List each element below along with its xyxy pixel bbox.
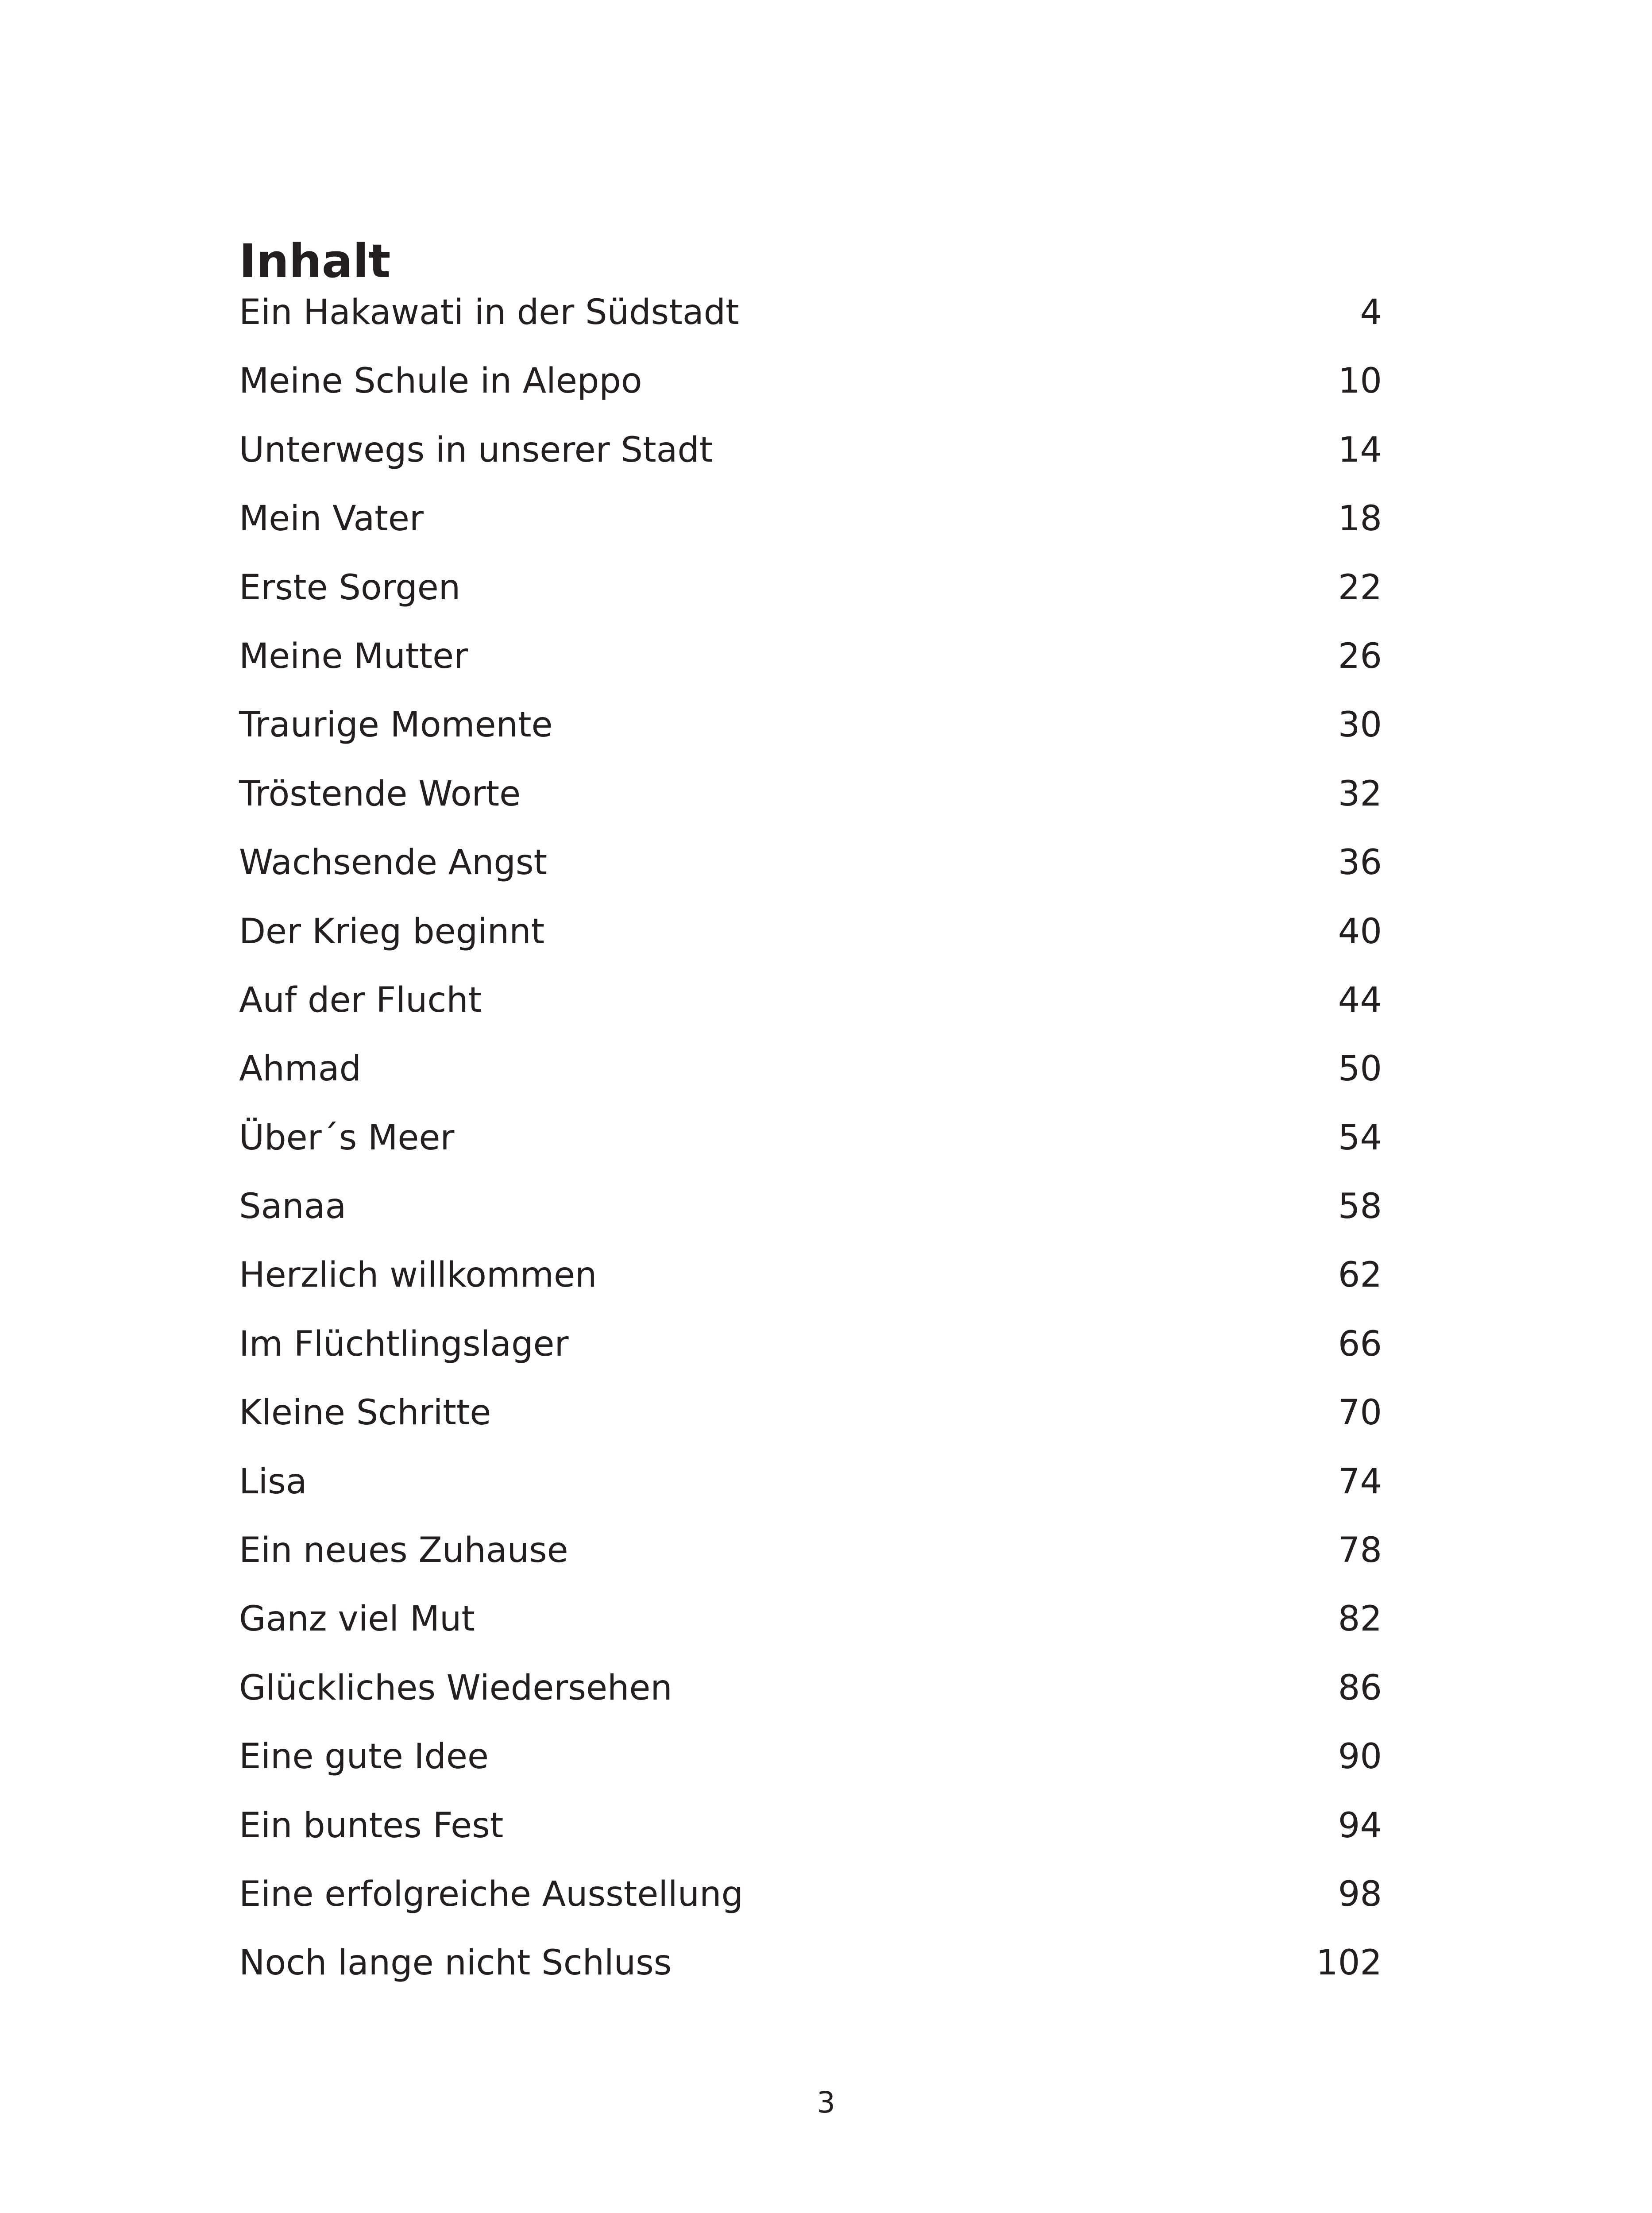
toc-entry (239, 1734, 1382, 1803)
toc-entry-page-number: 82 (1338, 1599, 1382, 1639)
toc-entry-page-number: 78 (1338, 1531, 1382, 1571)
toc-entry-title: Ganz viel Mut (239, 1599, 475, 1639)
toc-entry (239, 1596, 1382, 1665)
toc-entry-page-number: 36 (1338, 843, 1382, 883)
toc-entry (239, 1322, 1382, 1390)
toc-entry (239, 1872, 1382, 1940)
toc-heading: Inhalt (239, 234, 391, 288)
toc-entry (239, 1390, 1382, 1459)
page-number: 3 (817, 2086, 835, 2120)
toc-entry-title: Kleine Schritte (239, 1393, 491, 1433)
toc-entry (239, 1528, 1382, 1596)
toc-entry (239, 1184, 1382, 1253)
toc-entry-title: Unterwegs in unserer Stadt (239, 430, 713, 470)
toc-entry-title: Ein buntes Fest (239, 1805, 504, 1846)
toc-entry-title: Erste Sorgen (239, 567, 461, 608)
toc-entry-title: Der Krieg beginnt (239, 911, 545, 952)
toc-entry-title: Sanaa (239, 1187, 347, 1227)
toc-entry-title: Ein neues Zuhause (239, 1531, 568, 1571)
toc-entry-page-number: 102 (1316, 1943, 1382, 1983)
toc-entry-page-number: 10 (1338, 361, 1382, 401)
toc-entry-page-number: 62 (1338, 1255, 1382, 1295)
toc-entry (239, 1115, 1382, 1184)
toc-entry-title: Im Flüchtlingslager (239, 1324, 569, 1364)
toc-entry-page-number: 50 (1338, 1049, 1382, 1089)
toc-entry-page-number: 74 (1338, 1461, 1382, 1502)
toc-entry-title: Tröstende Worte (239, 774, 521, 814)
toc-entry-title: Lisa (239, 1461, 307, 1502)
toc-entry-title: Auf der Flucht (239, 980, 482, 1020)
toc-entry-title: Ahmad (239, 1049, 362, 1089)
toc-entry-page-number: 4 (1360, 293, 1382, 332)
toc-entry-title: Herzlich willkommen (239, 1255, 597, 1295)
toc-entry-title: Meine Schule in Aleppo (239, 361, 642, 401)
toc-entry (239, 359, 1382, 427)
toc-entry-title: Meine Mutter (239, 636, 468, 676)
toc-entry-page-number: 94 (1338, 1805, 1382, 1846)
toc-entry (239, 1666, 1382, 1734)
toc-entry-page-number: 14 (1338, 430, 1382, 470)
toc-entry-page-number: 54 (1338, 1118, 1382, 1158)
toc-entry-title: Ein Hakawati in der Südstadt (239, 293, 739, 332)
toc-entry (239, 290, 1382, 359)
toc-entry-page-number: 22 (1338, 567, 1382, 608)
toc-entry (239, 634, 1382, 702)
toc-entry-title: Wachsende Angst (239, 843, 548, 883)
toc-entry-title: Mein Vater (239, 499, 424, 539)
toc-entry-title: Eine erfolgreiche Ausstellung (239, 1874, 744, 1914)
toc-entry-page-number: 32 (1338, 774, 1382, 814)
toc-entry (239, 1253, 1382, 1321)
table-of-contents (239, 232, 1382, 2009)
toc-entry-page-number: 58 (1338, 1187, 1382, 1227)
toc-entry-page-number: 86 (1338, 1668, 1382, 1708)
toc-entry (239, 1803, 1382, 1872)
toc-entry (239, 840, 1382, 909)
toc-entry-page-number: 30 (1338, 705, 1382, 745)
toc-entry (239, 1046, 1382, 1115)
toc-entry-page-number: 26 (1338, 636, 1382, 676)
toc-entry-title: Über´s Meer (239, 1118, 455, 1158)
toc-entry-page-number: 18 (1338, 499, 1382, 539)
toc-entry (239, 428, 1382, 496)
toc-entry-page-number: 70 (1338, 1393, 1382, 1433)
toc-entry-page-number: 90 (1338, 1737, 1382, 1777)
toc-entry (239, 702, 1382, 771)
toc-entry (239, 1940, 1382, 2009)
toc-entry (239, 978, 1382, 1046)
toc-entry (239, 1459, 1382, 1528)
toc-entry-title: Noch lange nicht Schluss (239, 1943, 672, 1983)
toc-entry-title: Eine gute Idee (239, 1737, 489, 1777)
toc-entry-page-number: 44 (1338, 980, 1382, 1020)
toc-entry-title: Traurige Momente (239, 705, 553, 745)
toc-entry-page-number: 40 (1338, 911, 1382, 952)
toc-entry (239, 565, 1382, 634)
toc-entry-page-number: 98 (1338, 1874, 1382, 1914)
toc-list (239, 290, 1382, 2009)
toc-entry-title: Glückliches Wiedersehen (239, 1668, 672, 1708)
toc-entry (239, 771, 1382, 840)
toc-entry-page-number: 66 (1338, 1324, 1382, 1364)
toc-entry (239, 496, 1382, 565)
toc-entry (239, 909, 1382, 978)
